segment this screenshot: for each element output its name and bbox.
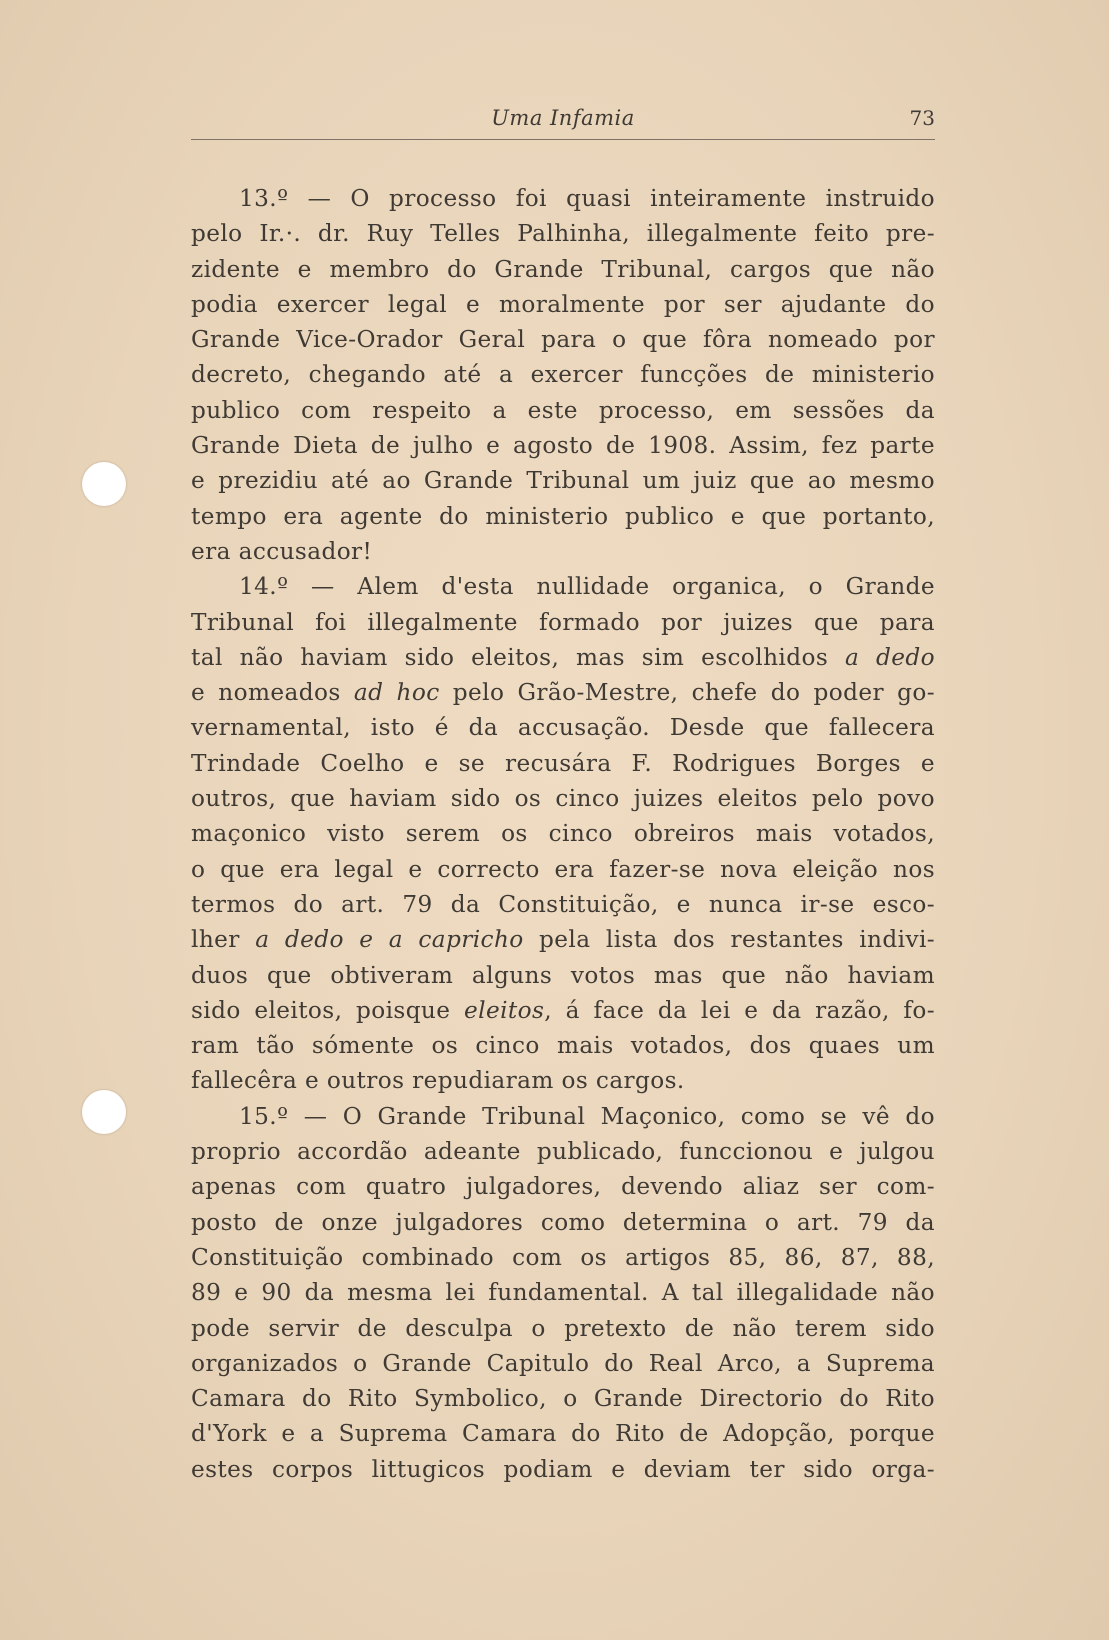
text-line: organizados o Grande Capitulo do Real Arco, a Suprema	[191, 1349, 935, 1377]
text-line: e nomeados ad hoc pelo Grão-Mestre, chefe do poder go-	[191, 679, 935, 707]
text-line: termos do art. 79 da Constituição, e nunca ir-se esco-	[191, 890, 935, 918]
text-line: decreto, chegando até a exercer funcções de ministerio	[191, 361, 935, 389]
text-line: Tribunal foi illegalmente formado por juizes que para	[191, 608, 935, 636]
text-line: lher a dedo e a capricho pela lista dos restantes indivi-	[191, 926, 935, 954]
text-line: maçonico visto serem os cinco obreiros mais votados,	[191, 820, 935, 848]
text-line: Trindade Coelho e se recusára F. Rodrigues Borges e	[191, 749, 935, 777]
page-number: 73	[909, 106, 935, 130]
text-line: fallecêra e outros repudiaram os cargos.	[191, 1067, 685, 1095]
header-rule	[191, 139, 935, 140]
text-line: 89 e 90 da mesma lei fundamental. A tal illegalidade não	[191, 1279, 935, 1307]
text-line: Grande Vice-Orador Geral para o que fôra nomeado por	[191, 326, 935, 354]
text-line: Grande Dieta de julho e agosto de 1908. Assim, fez parte	[191, 432, 935, 460]
text-line: pelo Ir.·. dr. Ruy Telles Palhinha, illegalmente feito pre-	[191, 220, 935, 248]
text-line: proprio accordão adeante publicado, funccionou e julgou	[191, 1138, 935, 1166]
text-line: estes corpos littugicos podiam e deviam ter sido orga-	[191, 1455, 935, 1483]
text-line: tempo era agente do ministerio publico e que portanto,	[191, 502, 935, 530]
text-line: duos que obtiveram alguns votos mas que não haviam	[191, 961, 935, 989]
text-line: podia exercer legal e moralmente por ser ajudante do	[191, 290, 935, 318]
text-line: outros, que haviam sido os cinco juizes eleitos pelo povo	[191, 785, 935, 813]
binder-hole-top	[82, 462, 126, 506]
text-line: era accusador!	[191, 537, 373, 565]
page-header	[191, 104, 935, 140]
text-line: posto de onze julgadores como determina o art. 79 da	[191, 1208, 935, 1236]
text-line: publico com respeito a este processo, em sessões da	[191, 396, 935, 424]
text-line: 13.º — O processo foi quasi inteiramente instruido	[239, 185, 935, 212]
text-line: 14.º — Alem d'esta nullidade organica, o Grande	[239, 573, 935, 601]
text-line: ram tão sómente os cinco mais votados, dos quaes um	[191, 1032, 935, 1060]
text-line: zidente e membro do Grande Tribunal, cargos que não	[191, 255, 935, 283]
text-line: apenas com quatro julgadores, devendo aliaz ser com-	[191, 1173, 935, 1201]
text-line: sido eleitos, poisque eleitos, á face da lei e da razão, fo-	[191, 996, 935, 1024]
text-line: pode servir de desculpa o pretexto de não terem sido	[191, 1314, 935, 1342]
binder-hole-bottom	[82, 1090, 126, 1134]
text-line: o que era legal e correcto era fazer-se nova eleição nos	[191, 855, 935, 883]
body-text	[191, 181, 935, 1487]
running-title: Uma Infamia	[491, 106, 635, 130]
text-line: d'York e a Suprema Camara do Rito de Adopção, porque	[191, 1420, 935, 1448]
text-line: Constituição combinado com os artigos 85, 86, 87, 88,	[191, 1243, 935, 1271]
text-line: tal não haviam sido eleitos, mas sim escolhidos a dedo	[191, 643, 935, 671]
text-line: Camara do Rito Symbolico, o Grande Directorio do Rito	[191, 1385, 935, 1413]
text-line: 15.º — O Grande Tribunal Maçonico, como se vê do	[239, 1102, 935, 1130]
text-line: e prezidiu até ao Grande Tribunal um juiz que ao mesmo	[191, 467, 935, 495]
text-line: vernamental, isto é da accusação. Desde que fallecera	[191, 714, 935, 742]
